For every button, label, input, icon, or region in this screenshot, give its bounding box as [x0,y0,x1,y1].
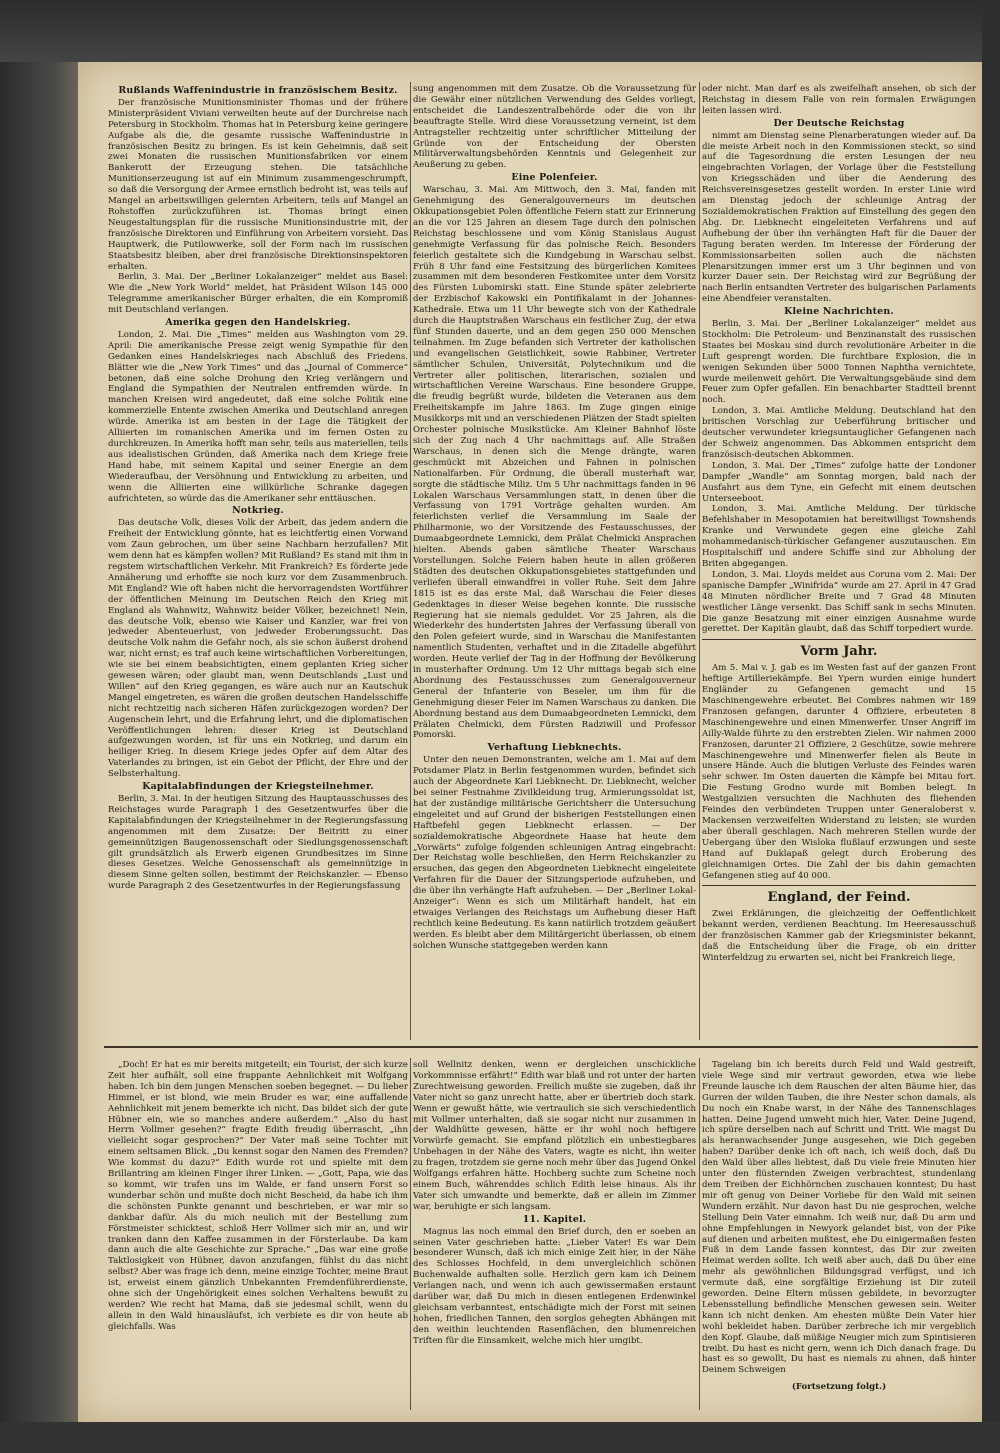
article-text: London, 3. Mai. Amtliche Meldung. Deutschland hat den britischen Vorschlag zur Ueberführung britischer und deutscher verwundeter kriegsuntauglicher Gefangenen nach der Schweiz angenommen. Das Abkommen entspricht dem französisch-deutschen Abkommen. [702,406,976,460]
article-text: oder nicht. Man darf es als zweifelhaft ansehen, ob sich der Reichstag in diesem Falle von rein formalen Erwägungen leiten lassen wird. [702,84,976,116]
headline-handelskrieg: Amerika gegen den Handelskrieg. [165,317,351,329]
right-edge [982,0,1000,1453]
column-rule-3 [410,1058,411,1410]
headline-kapitalabfindungen: Kapitalabfindungen der Kriegsteilnehmer. [142,781,374,793]
bottom-edge [0,1422,1000,1453]
section-separator [702,885,976,886]
feuilleton-column-3 [702,1060,976,1410]
headline-notkrieg: Notkrieg. [232,505,284,517]
column-3 [702,84,976,1039]
feuilleton-text: „Doch! Er hat es mir bereits mitgeteilt; ein Tourist, der sich kurze Zeit hier aufhält, soll eine frappante Aehnlichkeit mit Wolfgang haben. Ich bin dem jungen Menschen soeben begegnet. — Du lieber Himmel, er ist blond, wie mein Bruder es war, eine auffallende Aehnlichkeit mit jenem bemerkte ich nicht. Das bildet sich der gute Hübner ein, wie so manches andere außerdem.“ „Also du hast Herrn Vollmer gesehen?“ fragte Edith freudig überrascht, „ihn vielleicht sogar gesprochen?“ Der Vater maß seine Tochter mit einem seltsamen Blick. „Du kennst sogar den Namen des Fremden? Wie kommst du dazu?“ Edith wurde rot und spielte mit dem Brillantring am kleinen Finger ihrer Linken. — „Gott, Papa, wie das so kommt, wir trafen uns im Walde, er fand unsern Forst so wunderbar schön und mußte doch nicht Bescheid, da habe ich ihm die schönsten Punkte genannt und beschrieben, er war mir so dankbar dafür. Als du mich neulich mit der Bestellung zum Förstmeister schicktest, schloß Herr Vollmer sich mir an, und wir tranken dann den Kaffee zusammen in der Försterlaube. Da kam dann auch die alte Geschichte zur Sprache.“ „Das war eine große Taktlosigkeit von Hübner, davon anzufangen, fühlst du das nicht selbst? Aber was frage ich denn, meine einzige Tochter, meine Braut ist, erweist einem gänzlich Unbekannten Fremdenführerdienste, ohne sich der Ungehörigkeit eines solchen Verhaltens bewußt zu werden? Wie recht hat Mama, daß sie jedesmal schilt, wenn du allein in den Wald hinausläufst, ich verbiete es dir von heute ab gleichfalls. Was [108,1060,408,1332]
column-rule-2 [699,82,700,1040]
feuilleton-text: soll Wellnitz denken, wenn er dergleichen unschickliche Vorkommnisse erfährt!“ Edith war blaß und rot unter der harten Zurechtweisung geworden. Freilich mußte sie zugeben, daß ihr Vater nicht so ganz unrecht hatte, aber er übertrieb doch stark. Wenn er gewußt hätte, wie vertraulich sie sich verschiedentlich mit Vollmer unterhalten, daß sie sogar nicht nur zusammen in der Waldhütte gewesen, hätte er ihr wohl noch heftigere Vorwürfe gemacht. Sie empfand plötzlich ein unbestiegbares Unbehagen in der Nähe des Vaters, wagte es nicht, ihn weiter zu fragen, trotzdem sie gerne noch mehr über das Jugend Onkel Wolfgangs erfahren hätte. Hochberg suchte zum Scheine noch einem Buch, währenddes schlich Edith leise hinaus. Als ihr Vater sich umwandte und bemerkte, daß er allein im Zimmer war, beruhigte er sich langsam. [413,1060,696,1212]
article-text: London, 3. Mai. Amtliche Meldung. Der türkische Befehlshaber in Mesopotamien hat bereitwilligst Townshends Kranke und Verwundete gegen eine gleiche Zahl mohammedanisch-türkischer Gefangener auszutauschen. Ein Hospitalschiff und andere Schiffe sind zur Abholung der Briten abgegangen. [702,504,976,569]
article-text: Am 5. Mai v. J. gab es im Westen fast auf der ganzen Front heftige Artilleriekämpfe. Bei Ypern wurden einige hundert Engländer zu Gefangenen gemacht und 15 Maschinengewehre erbeutet. Bei Combres nahmen wir 189 Franzosen gefangen, darunter 4 Offiziere, erbeuteten 8 Maschinengewehre und einen Minenwerfer. Unser Angriff im Ailly-Walde führte zu den erstrebten Zielen. Wir nahmen 2000 Franzosen, darunter 21 Offiziere, 2 Geschütze, sowie mehrere Maschinengewehre und Minenwerfer fielen als Beute in unsere Hände. Auch die blutigen Verluste des Feindes waren sehr schwer. Im Osten dauerten die Kämpfe bei Mitau fort. Die Festung Grodno wurde mit Bomben belegt. In Westgalizien versuchten die Nachhuten des fliehenden Feindes den verbündeten Truppen unter Generaloberst v. Mackensen verzweifelten Widerstand zu leisten; sie wurden aber überall geschlagen. Nach mehreren Stellen wurde der Uebergang über den Wisloka flußlauf erzwungen und seste Hand auf Duklapaß gelegt durch Eroberung des gleichnamigen Ortes. Die Zahl der bis dahin gemachten Gefangenen stieg auf 40 000. [702,663,976,881]
column-2 [413,84,696,1039]
chapter-heading: 11. Kapitel. [522,1213,587,1225]
article-text: sung angenommen mit dem Zusatze. Ob die Voraussetzung für die Gewähr einer nützlichen Verwendung des Geldes vorliegt, entscheidet die Landeszentralbehörde oder die von ihr beauftragte Stelle. Wird diese Voraussetzung verneint, ist dem Antragsteller rechtzeitig unter schriftlicher Mitteilung der Gründe von der Entscheidung der Obersten Militärverwaltungsbehörden Kenntnis und Gelegenheit zur Aeußerung zu geben. [413,84,696,171]
feuilleton-text: Magnus las noch einmal den Brief durch, den er soeben an seinen Vater geschrieben hatte: „Lieber Vater! Es war Dein besonderer Wunsch, daß ich mich einige Zeit hier, in der Nähe des Schlosses Hochfeld, in dem unvergleichlich schönen Buchenwalde aufhalten solle. Herzlich gern kam ich Deinem Verlangen nach, und wenn ich auch gewissermaßen erstaunt darüber war, daß Du mich in diesen entlegenen Erdenwinkel gleichsam verbanntest, entschädigte mich der Forst mit seinen hohen, friedlichen Tannen, den sorglos gehegten Abhängen mit den weithin leuchtenden Rasenflächen, den blumenreichen Triften für die Einsamkeit, welche mich hier umgibt. [413,1226,696,1346]
feuilleton-text: Tagelang bin ich bereits durch Feld und Wald gestreift, viele Wege sind mir vertraut geworden, etwa wie liebe Freunde lausche ich dem Rauschen der alten Bäume hier, das Gurren der wilden Tauben, die ihre Nester schon damals, als Du noch ein Knabe warst, in der Nähe des Tannenschlages hatten. Deine Jugend umweht mich hier, Vater. Deine Jugend, ich spüre derselben nach auf Schritt und Tritt. Wie magst Du als heranwachsender Junge ausgesehen, wie Dich gegeben haben? Darüber denke ich oft nach, ich weiß doch, daß Du den Wald über alles liebtest, daß Du viele freie Minuten hier unter den flüsternden Zweigen verbrachtest, stundenlang dem Treiben der Eichhörnchen zuschauen konntest; Du hast mir oft genug von Deiner Vorliebe für den Wald mit seinen Wundern erzählt. Nur davon hast Du nie gesprochen, welche Stellung Dein Vater einnahm. Ich weiß nur, daß Du arm und ohne Empfehlungen in Newyork gelandet bist, von der Pike auf dienen und arbeiten mußtest, ehe Du einigermaßen festen Fuß in dem Lande fassen konntest, das Dir zur zweiten Heimat werden sollte. Ich weiß aber auch, daß Du über eine mehr als gewöhnlichen Bildungsgrad verfügst, und ich vermute daß, eine sorgfältige Erziehung ist Dir zuteil geworden. Deine Eltern müssen gebildete, in bevorzugter Lebensstellung befindliche Menschen gewesen sein. Weiter kann ich nicht denken. Am ehesten müßte Dein Vater hier wohl bekleidet haben. Darüber zerbreche ich mir vergeblich den Kopf. Glaube, daß müßige Neugier mich zum Spintisieren treibt. Du hast es nicht gern, wenn ich Dich danach frage. Du hast es so gewollt, Du hast es niemals zu ahnen, daß hinter Deinem Schweigen [702,1060,976,1376]
article-text: Zwei Erklärungen, die gleichzeitig der Oeffentlichkeit bekannt werden, verdienen Beachtung. Im Heeresausschuß der französischen Kammer gab der Kriegsminister bekannt, daß die Entscheidung über die Frage, ob ein dritter Winterfeldzug zu erwarten sei, nicht bei Frankreich liege, [702,909,976,964]
feuilleton-column-2 [413,1060,696,1410]
headline-waffenindustrie: Rußlands Waffenindustrie in französischem Besitz. [118,85,398,96]
column-rule-4 [699,1058,700,1410]
article-text: Berlin, 3. Mai. In der heutigen Sitzung des Hauptausschusses des Reichstages wurde Paragraph 1 des Gesetzentwurfes über die Kapitalabfindungen der Kriegsteilnehmer in der Regierungsfassung angenommen mit dem Zusatze: Der Beitritt zu einer gemeinnützigen Baugenossenschaft oder Siedlungsgenossenschaft gilt grundsätzlich als Erwerb eigenen Grundbesitzes im Sinne dieses Gesetzes. Welche Genossenschaft als gemeinnützige in diesem Sinne gelten sollen, bestimmt der Reichskanzler. — Ebenso wurde Paragraph 2 des Gesetzentwurfes in der Regierungsfassung [108,794,408,892]
headline-reichstag: Der Deutsche Reichstag [773,117,905,129]
article-text: London, 3. Mai. Lloyds meldet aus Coruna vom 2. Mai: Der spanische Dampfer „Winifrida“ wurde am 27. April in 47 Grad 48 Minuten nördlicher Breite und 7 Grad 48 Minuten westlicher Länge versenkt. Das Schiff sank in sechs Minuten. Die ganze Besatzung mit einer einzigen Ausnahme wurde gerettet. Der Kapitän glaubt, daß das Schiff torpediert wurde. [702,569,976,635]
article-text: Warschau, 3. Mai. Am Mittwoch, den 3. Mai, fanden mit Genehmigung des Generalgouverneurs im deutschen Okkupationsgebiet Polen öffentliche Feiern statt zur Erinnerung an die vor 125 Jahren an diesem Tage durch den polnischen Reichstag beschlossene und vom König Stanislaus August genehmigte Verfassung für das polnische Reich. Besonders feierlich gestaltete sich die Kundgebung in Warschau selbst. Früh 8 Uhr fand eine Festsitzung des bürgerlichen Komitees zusammen mit dem besonderen Festkomitee unter dem Vorsitz des Fürsten Lubomirski statt. Eine Stunde später zelebrierte der Erzbischof Kakowski ein Pontifikalamt in der Johannes-Kathedrale. Etwa um 11 Uhr bewegte sich von der Kathedrale durch die Hauptstraßen Warschaus ein festlicher Zug, der etwa fünf Stunden dauerte, und an dem gegen 250 000 Menschen teilnahmen. Im Zuge befanden sich Vertreter der katholischen und evangelischen Geistlichkeit, sowie Rabbiner, Vertreter sämtlicher Schulen, Universität, Polytechnikum und die Vertreter aller politischen, literarischen, sozialen und wirtschaftlichen Vereine Warschaus. Eine besondere Gruppe, die freudig begrüßt wurde, bildeten die Veteranen aus dem Freiheitskampfe im Jahre 1863. Im Zuge gingen einige Musikkorps mit und an verschiedenen Plätzen der Stadt spielten Orchester polnische Musikstücke. Am Kleiner Bahnhof löste sich der Zug nach 4 Uhr nachmittags auf. Alle Straßen Warschaus, in denen sich die Menge drängte, waren geschmückt mit Abzeichen und Fahnen in polnischen Nationalfarben. Für Ordnung, die überall musterhaft war, sorgte die städtische Miliz. Um 5 Uhr nachmittags fanden in 96 Lokalen Warschaus Versammlungen statt, in denen über die Verfassung von 1791 Vorträge gehalten wurden. Am feierlichsten verlief die Versammlung im Saale der Philharmonie, wo der Vorsitzende des Festausschusses, der Dumaabgeordnete Lemnicki, dem Prälat Chelmicki Ansprachen hielten. Abends gaben sämtliche Theater Warschaus Vorstellungen. Solche Feiern haben heute in allen größeren Städten des deutschen Okkupationsgebietes stattgefunden und verliefen überall einwandfrei in voller Ruhe. Seit dem Jahre 1815 ist es das erste Mal, daß Warschau die Feier dieses Gedenktages in dieser Weise begehen konnte. Die russische Regierung hat sie niemals geduldet. Vor 25 Jahren, als die Wiederkehr des hundertsten Jahres der Verfassung überall von den Polen gefeiert wurde, sind in Warschau die Manifestanten namentlich Studenten, verhaftet und in die Zitadelle abgeführt worden. Heute verlief der Tag in der Hoffnung der Bevölkerung in musterhafter Ordnung. Um 12 Uhr mittags begab sich eine Abordnung des Festausschusses zum Generalgouverneur General der Infanterie von Beseler, um ihm für die Genehmigung dieser Feier im Namen Warschaus zu danken. Die Abordnung bestand aus dem Dumaabgeordneten Lemnicki, dem Prälaten Chelmicki, dem Fürsten Radziwill und Professor Pomorski. [413,185,696,741]
article-text: Unter den neuen Demonstranten, welche am 1. Mai auf dem Potsdamer Platz in Berlin festgenommen wurden, befindet sich auch der Abgeordnete Karl Liebknecht. Dr. Liebknecht, welcher bei seiner Festnahme Zivilkleidung trug, Armierungssoldat ist, hat der zuständige militärische Gerichtsherr die Untersuchung eingeleitet und auf Grund der bisherigen Feststellungen einen Haftbefehl gegen Liebknecht erlassen. — Der sozialdemokratische Abgeordnete Haase hat heute dem „Vorwärts“ zufolge folgenden schleunigen Antrag eingebracht: Der Reichstag wolle beschließen, den Herrn Reichskanzler zu ersuchen, das gegen den Abgeordneten Liebknecht eingeleitete Verfahren für die Dauer der Sitzungsperiode aufzuheben, und die über ihn verhängte Haft aufzuheben. — Der „Berliner Lokal-Anzeiger“: Wenn es sich um Militärhaft handelt, hat ein etwaiges Verlangen des Reichstags um Aufhebung dieser Haft rechtlich keine Bedeutung. Es kann natürlich trotzdem geäußert werden. Es bleibt aber dem Militärgericht überlassen, ob einem solchen Wunsche stattgegeben werden kann [413,755,696,951]
headline-liebknecht: Verhaftung Liebknechts. [487,742,622,754]
article-text: Der französische Munitionsminister Thomas und der frühere Ministerpräsident Viviani verweilten heute auf der Durchreise nach Petersburg in Stockholm. Thomas hat in Petersburg keine geringere Aufgabe als die, die gesamte russische Waffenindustrie in französischen Besitz zu bringen. Es ist kein Geheimnis, daß seit zwei Monaten die russischen Munitionsfabriken vor einem Bankerott der Erzeugung stehen. Die tatsächliche Munitionserzeugung ist auf ein Minimum zusammengeschrumpft, so daß die Versorgung der Armee ernstlich bedroht ist, was teils auf Mangel an arbeitswilligen gelernten Arbeitern, teils auf Mangel an Rohstoffen zurückzuführen ist. Thomas bringt einen Neugestaltungsplan für die russische Munitionsindustrie mit, der französische Direktoren und Einführung von Arbeitern vorsieht. Das Hauptwerk, die Putilowwerke, soll der Form nach im russischen Staatsbesitz bleiben, aber drei französische Direktionsinspektoren erhalten. [108,97,408,272]
article-text: nimmt am Dienstag seine Plenarberatungen wieder auf. Da die meiste Arbeit noch in den Kommissionen steckt, so sind auf die Tagesordnung die ersten Lesungen der neu eingebrachten Vorlagen, der Vorlage über die Feststellung von Kriegsschäden und über die Aenderung des Reichsvereinsgesetzes gestellt worden. In erster Linie wird am Dienstag jedoch der schleunige Antrag der Sozialdemokratischen Fraktion auf Einstellung des gegen den Abg. Dr. Liebknecht eingeleiteten Verfahrens und auf Aufhebung der über ihn verhängten Haft für die Dauer der Tagung beraten werden. Im Interesse der Förderung der Kommissionsarbeiten sollen auch die nächsten Plenarsitzungen immer erst um 3 Uhr beginnen und von kurzer Dauer sein. Der Reichstag wird zur Begrüßung der nach Berlin entsandten Vertreter des bulgarischen Parlaments eine Abendfeier veranstalten. [702,130,976,305]
column-rule-1 [410,82,411,1040]
article-text: London, 2. Mai. Die „Times“ melden aus Washington vom 29. April: Die amerikanische Presse zeigt wenig Sympathie für den Gedanken eines Handelskrieges nach Abschluß des Friedens. Blätter wie die „New York Times“ und das „Journal of Commerce“ betonen, daß eine solche Drohung den Krieg verlängern und England die Sympathien der Neutralen entfremden würde. In manchen Kreisen wird angedeutet, daß eine solche Politik eine kommerzielle Entente zwischen Amerika und Deutschland anregen würde. Amerika ist am besten in der Lage die Tätigkeit der Alliierten im romanischen Amerika und im fernen Osten zu durchkreuzen. In Amerika hofft man sehr, teils aus materiellen, teils aus idealistischen Gründen, daß Amerika nach dem Kriege freie Hand habe, mit seinem Kapital und seiner Energie an dem Wiederaufbau, der Versöhnung und Entwicklung zu arbeiten, und wenn die Alliierten eine willkürliche Schranke dagegen aufrichteten, so würde das die Amerikaner sehr enttäuschen. [108,329,408,504]
headline-polenfeier: Eine Polenfeier. [511,172,598,184]
article-text: Berlin, 3. Mai. Der „Berliner Lokalanzeiger“ meldet aus Basel: Wie die „New York World“ meldet, hat Präsident Wilson 145 000 Telegramme amerikanischer Bürger erhalten, die ein Kompromiß mit Deutschland verlangen. [108,272,408,316]
book-binding [0,0,78,1453]
continuation-note: (Fortsetzung folgt.) [791,1382,887,1393]
headline-vorm-jahr: Vorm Jahr. [800,644,878,660]
article-text: Das deutsche Volk, dieses Volk der Arbeit, das jedem andern die Freiheit der Entwicklung gönnte, hat es leichtfertig einen Vorwand vom Zaun gebrochen, um über seine Nachbarn herzufallen? Mit wem denn hat es kämpfen wollen? Mit Rußland? Es stand mit ihm in regstem wirtschaftlichen Verkehr. Mit Frankreich? Es förderte jede Annäherung und erhoffte sie noch kurz vor dem Zusammenbruch. Mit England? Wie oft haben nicht die hervorragendsten Wortführer der öffentlichen Meinung im Deutschen Reich den Krieg mit England als Wahnwitz, Wahnwitz beider Völker, bezeichnet! Nein, das deutsche Volk, ebenso wie Kaiser und Kanzler, war frei von jedweder Abenteuerlust, von jedweder Eroberungssucht. Das deutsche Volk nahm die Gefahr noch, als sie schon äußerst drohend war, nicht ernst; es traf auch keine wirtschaftlichen Vorbereitungen, wie sie bei einem beabsichtigten, einem geplanten Krieg sicher gewesen wären; oder glaubt man, wenn Deutschlands „Lust und Willen“ auf den Krieg gegangen, es wäre auch nur an Kautschuk Mangel eingetreten, es wären die großen deutschen Handelsschiffe nicht rechtzeitig nach sicheren Häfen zurückgezogen worden? Der Augenschein lehrt, und die Erfahrung lehrt, und die diplomatischen Veröffentlichungen lehren: dieser Krieg ist Deutschland aufgezwungen worden, ist für uns ein Notkrieg, und darum ein heiliger Krieg. In diesem Kriege jedes Opfer auf dem Altar des Vaterlandes zu bringen, ist ein Gebot der Pflicht, der Ehre und der Selbsterhaltung. [108,518,408,780]
newspaper-page [78,62,982,1422]
feuilleton-rule [104,1046,978,1048]
article-text: Berlin, 3. Mai. Der „Berliner Lokalanzeiger“ meldet aus Stockholm: Die Petroleum- und Benzinanstalt des russischen Staates bei Moskau sind durch revolutionäre Arbeiter in die Luft gesprengt worden. Die furchtbare Explosion, die in wenigen Sekunden über 5000 Tonnen Naphtha vernichtete, wurde meilenweit gehört. Die Verwaltungsgebäude sind dem Feuer zum Opfer gefallen. Ein benachbarter Stadtteil brennt noch. [702,319,976,406]
feuilleton-column-1 [108,1060,408,1410]
top-edge [0,0,1000,62]
column-1 [108,84,408,1039]
section-separator [702,639,976,640]
headline-kleine-nachrichten: Kleine Nachrichten. [784,306,894,318]
headline-england-feind: England, der Feind. [767,890,911,906]
article-text: London, 3. Mai. Der „Times“ zufolge hatte der Londoner Dampfer „Wandle“ am Sonntag morgen, bald nach der Ausfahrt aus dem Tyne, ein Gefecht mit einem deutschen Unterseeboot. [702,460,976,504]
